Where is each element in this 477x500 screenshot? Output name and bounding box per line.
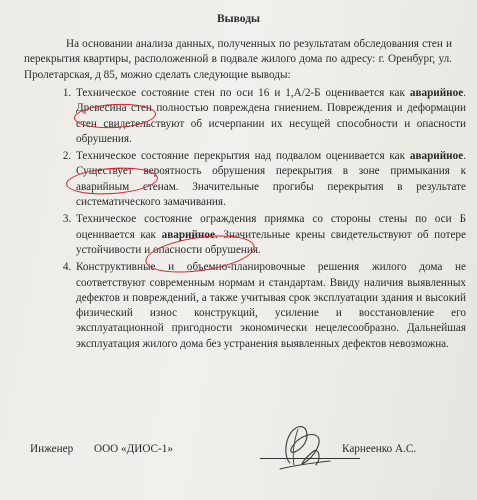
signer-role: Инженер xyxy=(30,443,74,455)
item-text-after: . Существует вероятность обрушения перекрытия в зоне примыкания к аварийным стенам. Значительные прогибы перекрытия в результате систематического замачивания. xyxy=(76,150,466,209)
item-text-after: . Древесина стен полностью повреждена гниением. Повреждения и деформации стен свидетельствуют об исчерпании их несущей способности и опасности обрушения. xyxy=(76,87,466,145)
document-title: Выводы xyxy=(217,13,260,25)
list-item xyxy=(74,212,466,258)
item-text-before: Техническое состояние перекрытия над подвалом оценивается как xyxy=(76,150,410,163)
item-text-before: Техническое состояние стен по оси 16 и 1,А/2-Б оценивается как xyxy=(76,87,410,99)
status-keyword: аварийное xyxy=(409,87,464,99)
list-item xyxy=(74,86,466,147)
intro-paragraph: На основании анализа данных, полученных по результатам обследования стен и перекрытия квартиры, расположенной в подвале жилого дома по адресу: г. Оренбург, ул. Пролетарская, д 85, можно сделать следующие выводы: xyxy=(24,38,452,81)
handwritten-signature xyxy=(268,417,338,477)
signature-row xyxy=(22,443,462,463)
item-text-before: Техническое состояние ограждения приямка со стороны стены по оси Б оценивается как xyxy=(76,213,466,241)
signer-name: Карнеенко А.С. xyxy=(342,443,417,455)
item-text: Конструктивные и объемно-планировочные решения жилого дома не соответствуют современным нормам и стандартам. Ввиду наличия выявленных дефектов и повреждений, а также учитывая срок эксплуатации здания и высокий физический износ конструкций, усиление и восстановление его эксплуатационной пригодности экономически нецелесообразно. Дальнейшая эксплуатация жилого дома без устранения выявленных дефектов невозможна. xyxy=(76,261,466,350)
status-keyword: аварийное xyxy=(409,150,464,163)
signer-organization: ООО «ДИОС-1» xyxy=(94,443,173,455)
list-item xyxy=(74,149,466,210)
status-keyword: аварийное xyxy=(161,228,215,241)
conclusions-list xyxy=(56,86,466,354)
list-item xyxy=(74,260,466,352)
item-text-after: . Значительные крены свидетельствуют об потере устойчивости и опасности обрушения. xyxy=(76,228,466,256)
